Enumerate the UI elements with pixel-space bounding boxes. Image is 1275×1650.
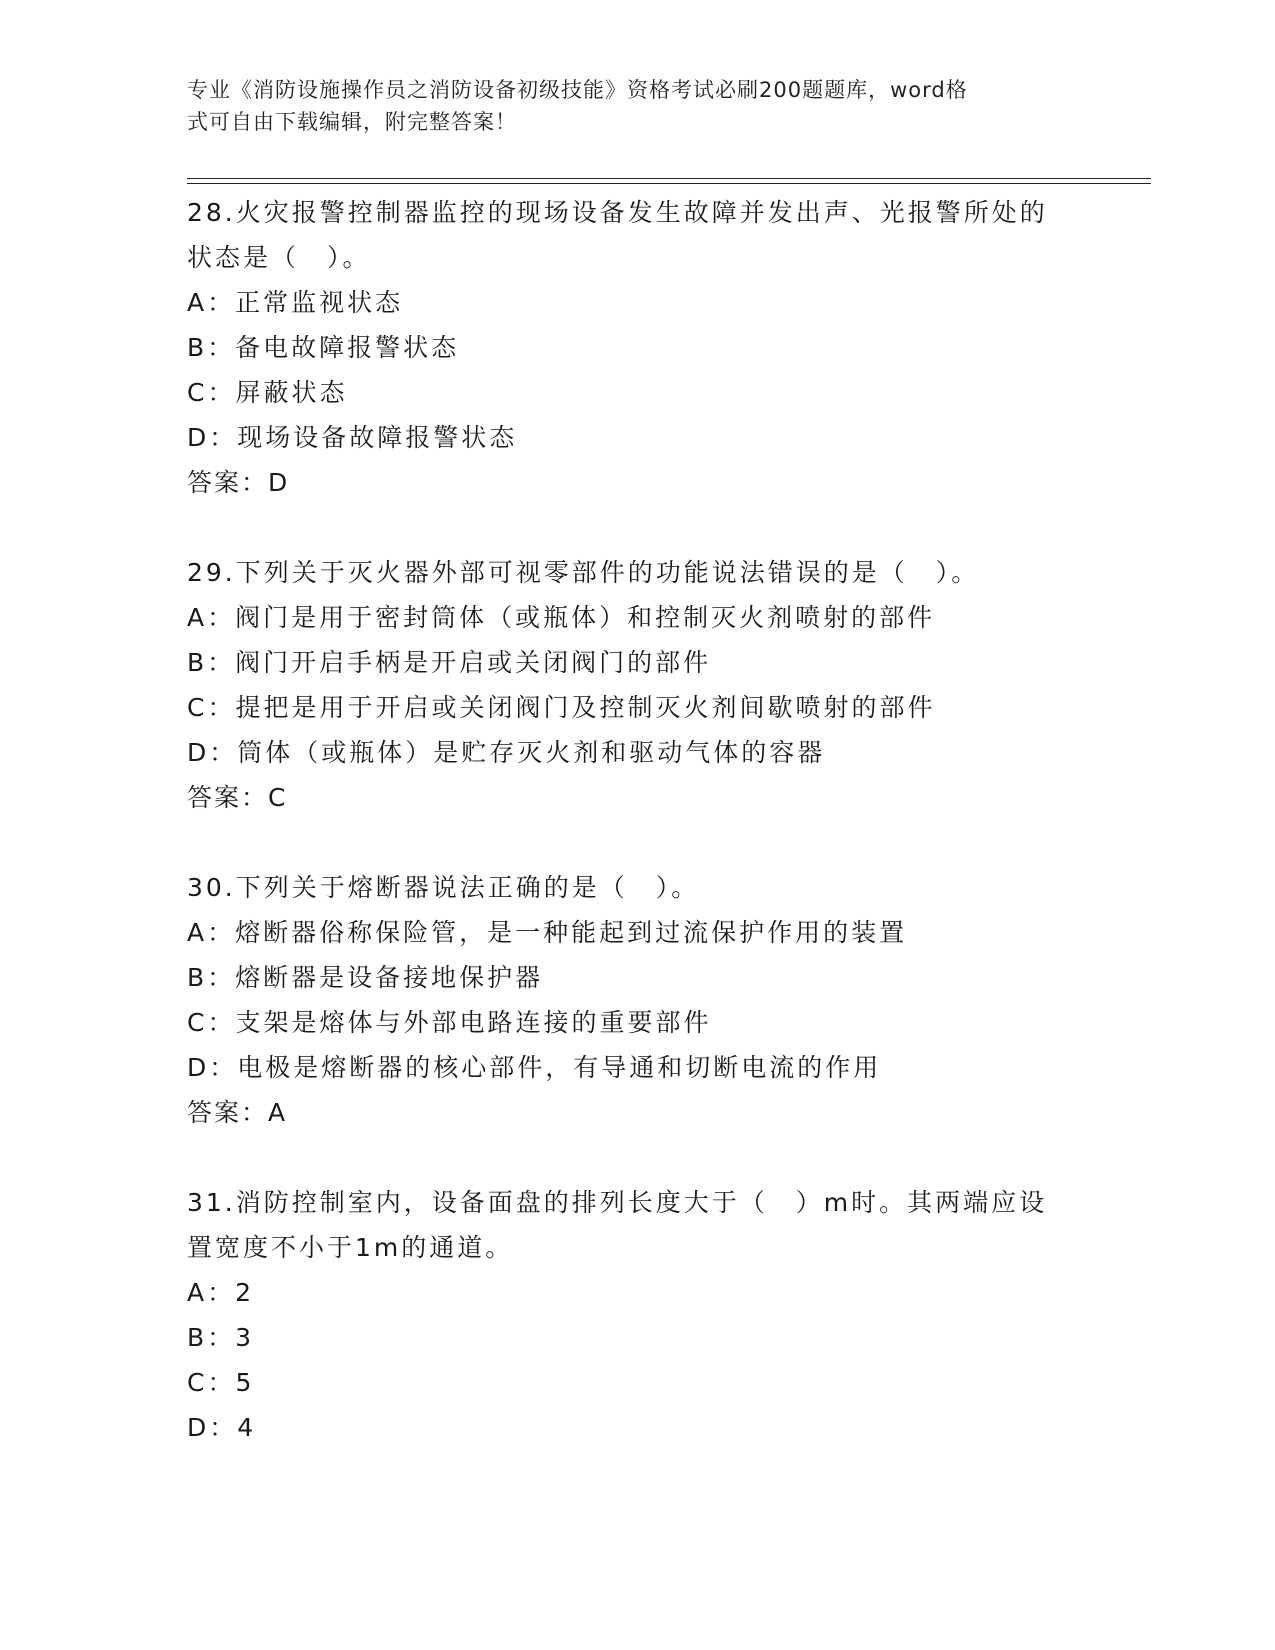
option-a: A：熔断器俗称保险管，是一种能起到过流保护作用的装置 bbox=[187, 918, 908, 947]
option-b: B：熔断器是设备接地保护器 bbox=[187, 963, 544, 992]
answer-value: D bbox=[268, 468, 289, 497]
option-b: B：备电故障报警状态 bbox=[187, 333, 460, 362]
question-gap bbox=[187, 1135, 1087, 1180]
question-list bbox=[187, 190, 1087, 1450]
option-c: C：5 bbox=[187, 1368, 255, 1397]
question-gap bbox=[187, 505, 1087, 550]
question-29 bbox=[187, 550, 1087, 820]
answer-label: 答案： bbox=[187, 1098, 269, 1127]
option-d: D：电极是熔断器的核心部件，有导通和切断电流的作用 bbox=[187, 1053, 882, 1082]
question-stem-line-1: 30.下列关于熔断器说法正确的是（ ）。 bbox=[187, 873, 700, 902]
question-stem-line-1: 28.火灾报警控制器监控的现场设备发生故障并发出声、光报警所处的 bbox=[187, 198, 1048, 227]
answer-value: C bbox=[268, 783, 287, 812]
question-gap bbox=[187, 820, 1087, 865]
header-rule-bottom bbox=[187, 183, 1151, 184]
answer-label: 答案： bbox=[187, 783, 269, 812]
question-stem-line-1: 31.消防控制室内，设备面盘的排列长度大于（ ）m时。其两端应设 bbox=[187, 1188, 1048, 1217]
question-stem-line-1: 29.下列关于灭火器外部可视零部件的功能说法错误的是（ ）。 bbox=[187, 558, 980, 587]
option-a: A：阀门是用于密封筒体（或瓶体）和控制灭火剂喷射的部件 bbox=[187, 603, 936, 632]
question-stem-line-2: 状态是（ ）。 bbox=[187, 243, 371, 272]
question-28 bbox=[187, 190, 1087, 505]
answer-line bbox=[187, 460, 1087, 505]
header-line-1: 专业《消防设施操作员之消防设备初级技能》资格考试必刷200题题库，word格 bbox=[187, 78, 968, 102]
answer-label: 答案： bbox=[187, 468, 269, 497]
question-31 bbox=[187, 1180, 1087, 1450]
option-c: C：屏蔽状态 bbox=[187, 378, 348, 407]
option-d: D：现场设备故障报警状态 bbox=[187, 423, 518, 452]
answer-line bbox=[187, 1090, 1087, 1135]
header-rule-top bbox=[187, 178, 1151, 179]
option-a: A：2 bbox=[187, 1278, 255, 1307]
option-d: D：筒体（或瓶体）是贮存灭火剂和驱动气体的容器 bbox=[187, 738, 826, 767]
question-stem-line-2: 置宽度不小于1m的通道。 bbox=[187, 1233, 514, 1262]
answer-value: A bbox=[268, 1098, 287, 1127]
question-30 bbox=[187, 865, 1087, 1135]
option-a: A：正常监视状态 bbox=[187, 288, 404, 317]
answer-line bbox=[187, 775, 1087, 820]
option-b: B：阀门开启手柄是开启或关闭阀门的部件 bbox=[187, 648, 712, 677]
option-d: D：4 bbox=[187, 1413, 257, 1442]
header-line-2: 式可自由下载编辑，附完整答案！ bbox=[187, 110, 517, 134]
document-header bbox=[187, 74, 1067, 138]
option-c: C：支架是熔体与外部电路连接的重要部件 bbox=[187, 1008, 712, 1037]
option-b: B：3 bbox=[187, 1323, 255, 1352]
option-c: C：提把是用于开启或关闭阀门及控制灭火剂间歇喷射的部件 bbox=[187, 693, 936, 722]
